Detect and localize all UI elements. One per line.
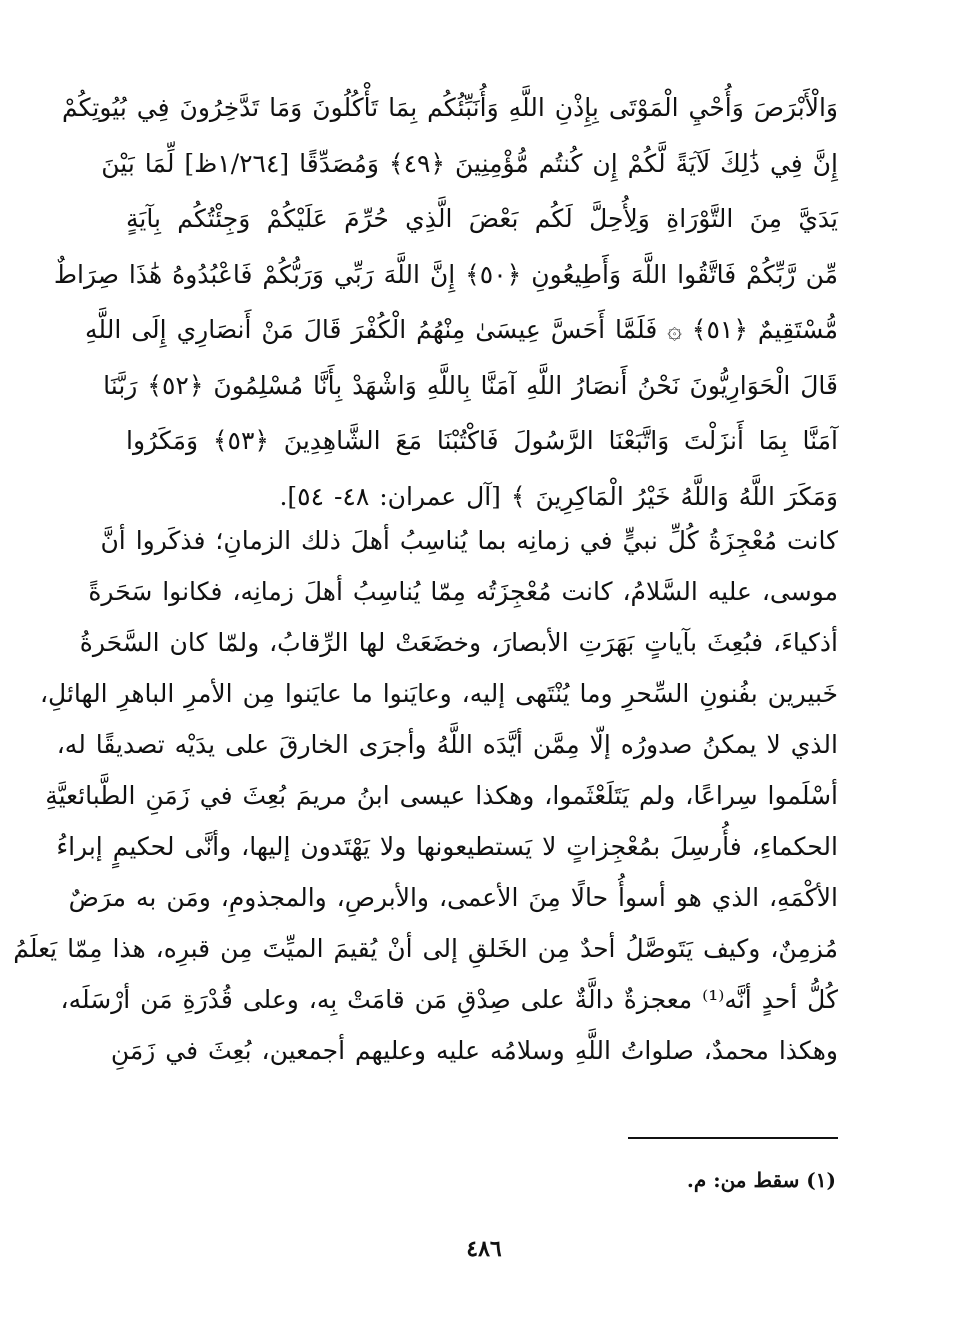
quran-line: يَدَيَّ مِنَ التَّوْرَاةِ وَلِأُحِلَّ لَكُم بَعْضَ الَّذِي حُرِّمَ عَلَيْكُمْ وَجِئْتُكُم بِآيَةٍ — [126, 204, 838, 233]
page-number: ٤٨٦ — [466, 1236, 502, 1262]
prose-line: وهكذا محمدٌ، صلواتُ اللَّهِ وسلامُه عليه وعليهم أجمعين، بُعِثَ في زَمَنِ — [110, 1036, 838, 1065]
footnote: (١) سقط من: م. — [686, 1168, 836, 1192]
footnote-separator — [628, 1137, 838, 1139]
prose-paragraph — [13, 515, 838, 1076]
quran-line: قَالَ الْحَوَارِيُّونَ نَحْنُ أَنصَارُ اللَّهِ آمَنَّا بِاللَّهِ وَاشْهَدْ بِأَنَّا مُسْلِمُونَ ﴿٥٢﴾ رَبَّنَا — [103, 370, 838, 400]
quran-line: وَمَكَرَ اللَّهُ وَاللَّهُ خَيْرُ الْمَاكِرِينَ ﴾ [آل عمران: ٤٨- ٥٤]. — [279, 481, 838, 511]
prose-line: الحكماءِ، فأُرسِلَ بمُعْجِزاتٍ لا يَستطيعونها ولا يَهْتَدون إليها، وأنَّى لحكيمٍ إبراءُ — [56, 832, 838, 861]
quran-verses-block — [53, 80, 838, 524]
prose-line: الذي لا يمكنُ صدورُه إلّا مِمَّن أيَّدَه اللَّهُ وأجرَى الخارقَ على يدَيْه تصديقًا له، — [56, 730, 838, 759]
quran-line: مُّسْتَقِيمٌ ﴿٥١﴾ ۞ فَلَمَّا أَحَسَّ عِيسَىٰ مِنْهُمُ الْكُفْرَ قَالَ مَنْ أَنصَارِي إِلَى اللَّهِ — [85, 315, 838, 344]
prose-line: موسى، عليه السَّلامُ، كانت مُعْجِزَتُه مِمّا يُناسِبُ أهلَ زمانِه، فكانوا سَحَرةً — [88, 577, 838, 606]
quran-line: وَالْأَبْرَصَ وَأُحْيِ الْمَوْتَى بِإِذْنِ اللَّهِ وَأُنَبِّئُكُم بِمَا تَأْكُلُونَ وَمَا تَدَّخِرُونَ فِي بُيُوتِكُمْ — [61, 93, 838, 122]
quran-line: مِّن رَّبِّكُمْ فَاتَّقُوا اللَّهَ وَأَطِيعُونِ ﴿٥٠﴾ إِنَّ اللَّهَ رَبِّي وَرَبُّكُمْ فَاعْبُدُوهُ هَٰذَا صِرَاطٌ — [53, 259, 838, 289]
prose-line: أسْلَموا سِراعًا، ولم يَتَلَعْثَموا، وهكذا عيسى ابنُ مريمَ بُعِثَ في زَمَنِ الطَّبائعيَّةِ — [45, 781, 838, 810]
prose-line: كُلُّ أحدٍ أنَّه⁽¹⁾ معجزةٌ دالَّةٌ على صِدْقِ مَن قامَتْ بِه، وعلى قُدْرَةِ مَن أرْسَلَه، — [60, 985, 838, 1014]
prose-line: مُزمِنٌ، وكيف يَتَوصَّلُ أحدٌ مِن الخَلقِ إلى أنْ يُقيمَ الميِّتَ مِن قبرِه، هذا مِمّا يَعلَمُ — [13, 934, 838, 963]
quran-line: آمَنَّا بِمَا أَنزَلْتَ وَاتَّبَعْنَا الرَّسُولَ فَاكْتُبْنَا مَعَ الشَّاهِدِينَ ﴿٥٣﴾ وَمَكَرُوا — [126, 426, 838, 455]
prose-line: كانت مُعْجِزَةُ كُلِّ نبيٍّ في زمانِه بما يُناسِبُ أهلَ ذلك الزمانِ؛ فذكَروا أنَّ — [100, 526, 838, 555]
quran-line: إِنَّ فِي ذَٰلِكَ لَآيَةً لَّكُمْ إِن كُنتُم مُّؤْمِنِينَ ﴿٤٩﴾ وَمُصَدِّقًا [١/٢٦٤ظ] لِّمَا بَيْنَ — [101, 148, 838, 178]
prose-line: أذكياءَ، فبُعِثَ بآياتٍ بَهَرَتِ الأبصارَ، وخضَعَتْ لها الرِّقابُ، ولمّا كان السَّحَرةُ — [79, 628, 838, 657]
prose-line: خَبيرين بفُنونِ السِّحرِ وما يُنْتَهى إليه، وعايَنوا ما عايَنوا مِن الأمرِ الباهرِ الهائلِ، — [39, 679, 838, 708]
prose-line: الأكْمَهِ، الذي هو أسوأُ حالًا مِنَ الأعمى، والأبرصِ، والمجذومِ، ومَن به مرَضٌ — [68, 883, 838, 912]
